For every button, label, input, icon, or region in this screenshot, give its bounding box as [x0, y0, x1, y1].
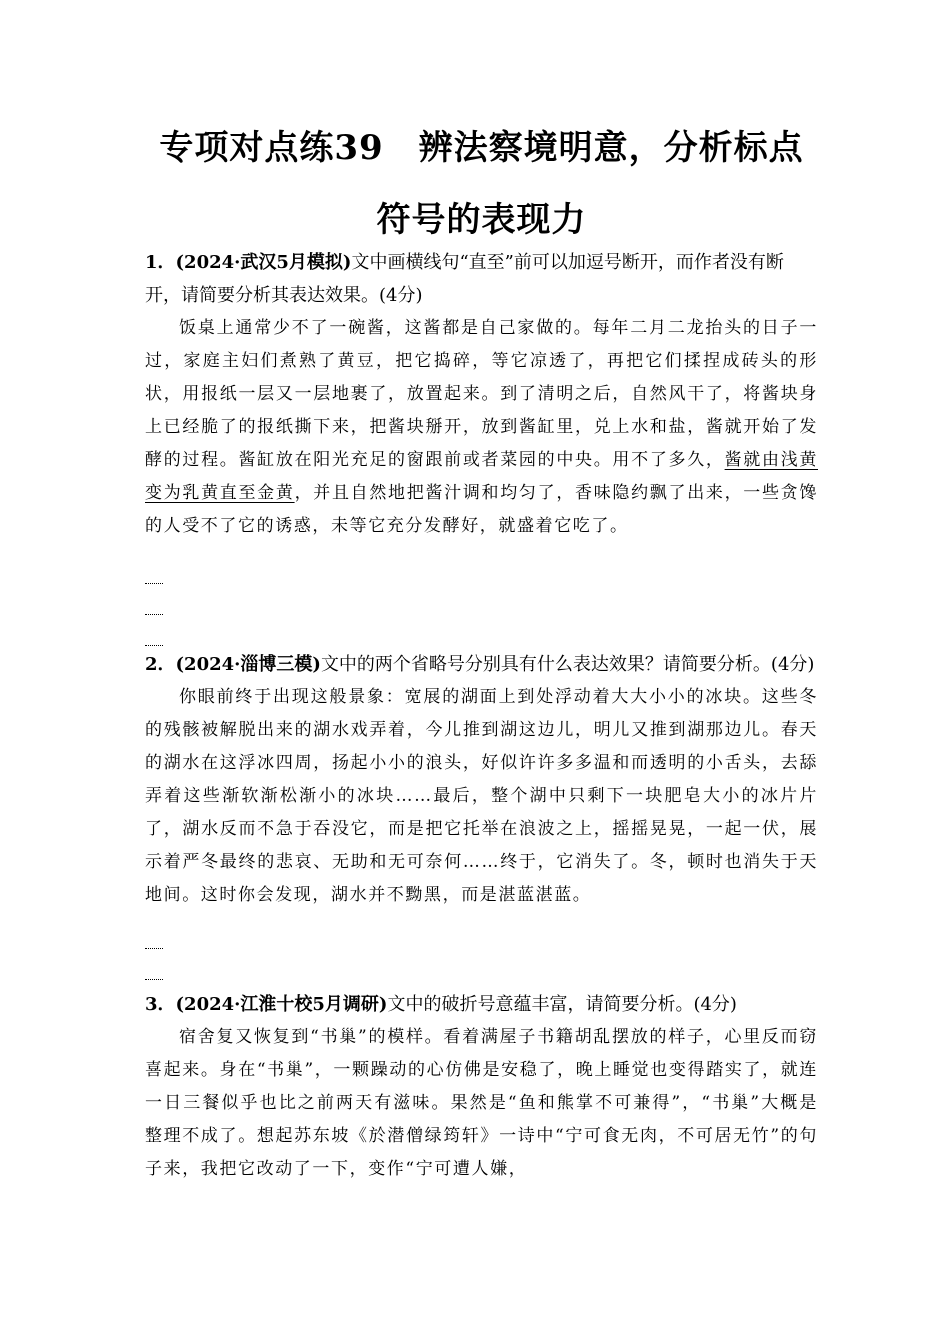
question-3 — [145, 982, 818, 1186]
question-1-prompt — [145, 246, 818, 312]
question-1-text: 文中画横线句“直至”前可以加逗号断开，而作者没有断开，请简要分析其表达效果。(4分) — [145, 252, 784, 306]
answer-line[interactable] — [145, 555, 818, 586]
question-1-source: (2024·武汉5月模拟) — [175, 252, 352, 273]
question-2-passage: 你眼前终于出现这般景象：宽展的湖面上到处浮动着大大小小的冰块。这些冬的残骸被解脱出来的湖水戏弄着，今儿推到湖这边儿，明儿又推到湖那边儿。春天的湖水在这浮冰四周，扬起小小的浪头，好似许许多多温和而透明的小舌头，去舔弄着这些渐软渐松渐小的冰块……最后，整个湖中只剩下一块肥皂大小的冰片片了，湖水反而不急于吞没它，而是把它托举在浪波之上，摇摇晃晃，一起一伏，展示着严冬最终的悲哀、无助和无可奈何……终于，它消失了。冬，顿时也消失于天地间。这时你会发现，湖水并不黝黑，而是湛蓝湛蓝。 — [145, 687, 818, 905]
underlined-sentence: 酱就由浅黄变为乳黄直至金黄 — [145, 450, 818, 503]
passage-1-after: ，并且自然地把酱汁调和均匀了，香味隐约飘了出来，一些贪馋的人受不了它的诱惑，未等它充分发酵好，就盛着它吃了。 — [145, 483, 818, 536]
passage-1-before: 饭桌上通常少不了一碗酱，这酱都是自己家做的。每年二月二龙抬头的日子一过，家庭主妇们煮熟了黄豆，把它捣碎，等它凉透了，再把它们揉捏成砖头的形状，用报纸一层又一层地裹了，放置起来。到了清明之后，自然风干了，将酱块身上已经脆了的报纸撕下来，把酱块掰开，放到酱缸里，兑上水和盐，酱就开始了发酵的过程。酱缸放在阳光充足的窗跟前或者菜园的中央。用不了多久， — [145, 318, 818, 470]
question-1-passage — [145, 312, 818, 543]
answer-line[interactable] — [145, 951, 818, 982]
question-1 — [145, 246, 818, 648]
page-title: 专项对点练39 辨法察境明意，分析标点 — [159, 128, 804, 168]
question-3-prompt — [145, 988, 818, 1021]
page-title-line-2: 符号的表现力 — [376, 200, 587, 240]
answer-line[interactable] — [145, 617, 818, 648]
question-2-text: 文中的两个省略号分别具有什么表达效果？请简要分析。(4分) — [320, 654, 815, 675]
question-2-source: (2024·淄博三模) — [175, 654, 321, 675]
question-3-number: 3． — [145, 994, 176, 1015]
question-3-passage: 宿舍复又恢复到“书巢”的模样。看着满屋子书籍胡乱摆放的样子，心里反而窃喜起来。身在“书巢”，一颗躁动的心仿佛是安稳了，晚上睡觉也变得踏实了，就连一日三餐似乎也比之前两天有滋味。果然是“鱼和熊掌不可兼得”，“书巢”大概是整理不成了。想起苏东坡《於潜僧绿筠轩》一诗中“宁可食无肉，不可居无竹”的句子来，我把它改动了一下，变作“宁可遭人嫌， — [145, 1027, 818, 1179]
question-2 — [145, 648, 818, 982]
question-2-number: 2． — [145, 654, 176, 675]
answer-line[interactable] — [145, 586, 818, 617]
answer-line[interactable] — [145, 920, 818, 951]
question-3-source: (2024·江淮十校5月调研) — [175, 994, 388, 1015]
question-1-number: 1． — [145, 252, 176, 273]
question-3-text: 文中的破折号意蕴丰富，请简要分析。(4分) — [387, 994, 737, 1015]
question-2-prompt — [145, 648, 818, 681]
